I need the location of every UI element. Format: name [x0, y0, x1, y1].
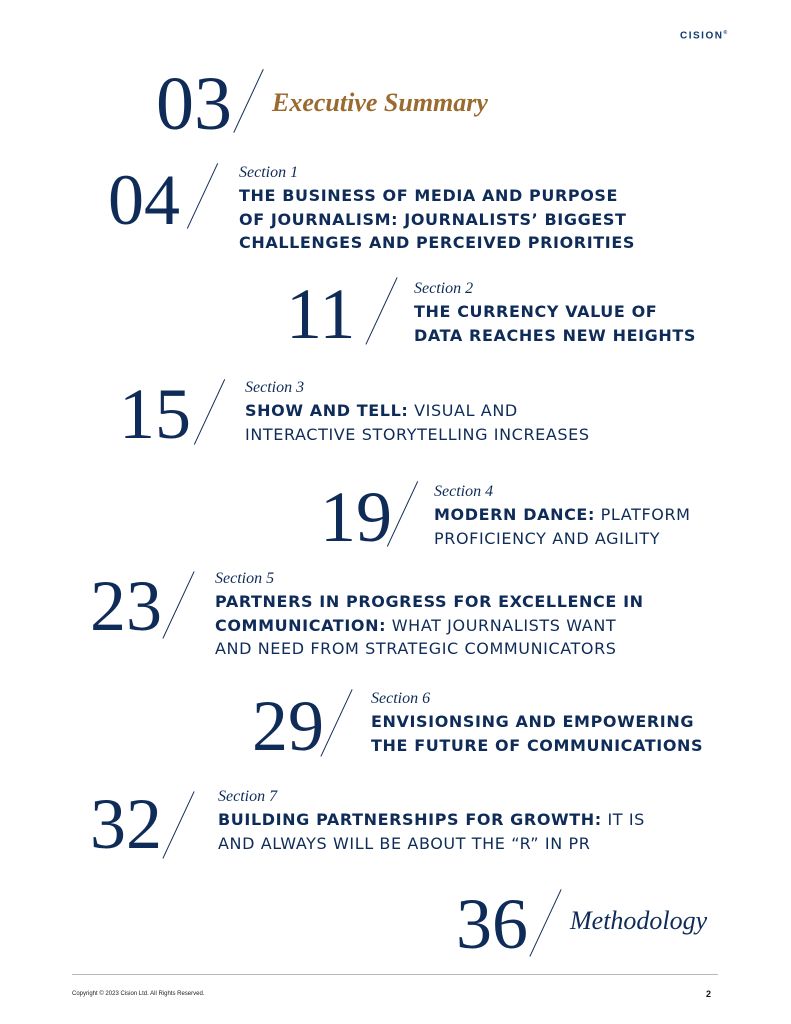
toc-title: SHOW AND TELL: VISUAL AND INTERACTIVE STORYTELLING INCREASES — [245, 401, 590, 444]
section-label: Section 4 — [434, 483, 494, 500]
section-label: Section 7 — [218, 788, 278, 805]
divider-slash — [233, 69, 264, 133]
toc-page-number: 29 — [252, 686, 324, 766]
section-label: Section 2 — [414, 280, 474, 297]
cision-logo: CISION® — [680, 30, 729, 42]
toc-title: THE CURRENCY VALUE OF DATA REACHES NEW HEIGHTS — [414, 302, 697, 345]
toc-title: Executive Summary — [272, 88, 488, 117]
divider-slash — [365, 277, 397, 345]
toc-page-number: 15 — [119, 374, 191, 454]
divider-slash — [187, 163, 219, 229]
divider-slash — [194, 379, 226, 445]
divider-slash — [529, 889, 561, 957]
toc-page-number: 03 — [156, 62, 232, 146]
toc-title: MODERN DANCE: PLATFORM PROFICIENCY AND AGILITY — [434, 505, 691, 548]
section-label: Section 6 — [371, 690, 431, 707]
section-label: Section 3 — [245, 379, 305, 396]
page-number: 2 — [706, 989, 712, 999]
section-label: Section 1 — [239, 164, 299, 181]
toc-page-number: 19 — [320, 477, 392, 557]
toc-title: PARTNERS IN PROGRESS FOR EXCELLENCE IN COMMUNICATION: WHAT JOURNALISTS WANT AND NEED FROM STRATEGIC COMMUNICATORS — [215, 592, 644, 658]
toc-page-number: 04 — [108, 160, 180, 240]
section-label: Section 5 — [215, 570, 275, 587]
toc-title: ENVISIONSING AND EMPOWERING THE FUTURE OF COMMUNICATIONS — [371, 712, 704, 755]
toc-title: Methodology — [570, 906, 708, 935]
toc-title: BUILDING PARTNERSHIPS FOR GROWTH: IT IS AND ALWAYS WILL BE ABOUT THE “R” IN PR — [218, 810, 645, 853]
footer-divider — [72, 974, 718, 975]
divider-slash — [162, 571, 194, 639]
toc-title: THE BUSINESS OF MEDIA AND PURPOSE OF JOURNALISM: JOURNALISTS’ BIGGEST CHALLENGES AND PERCEIVED PRIORITIES — [239, 186, 635, 252]
toc-page-number: 36 — [456, 884, 528, 964]
divider-slash — [320, 689, 352, 757]
toc-page-number: 23 — [90, 566, 162, 646]
toc-page-number: 11 — [286, 274, 356, 354]
toc-page-number: 32 — [90, 784, 162, 864]
divider-slash — [162, 791, 194, 859]
copyright-text: Copyright © 2023 Cision Ltd. All Rights Reserved. — [72, 991, 205, 997]
